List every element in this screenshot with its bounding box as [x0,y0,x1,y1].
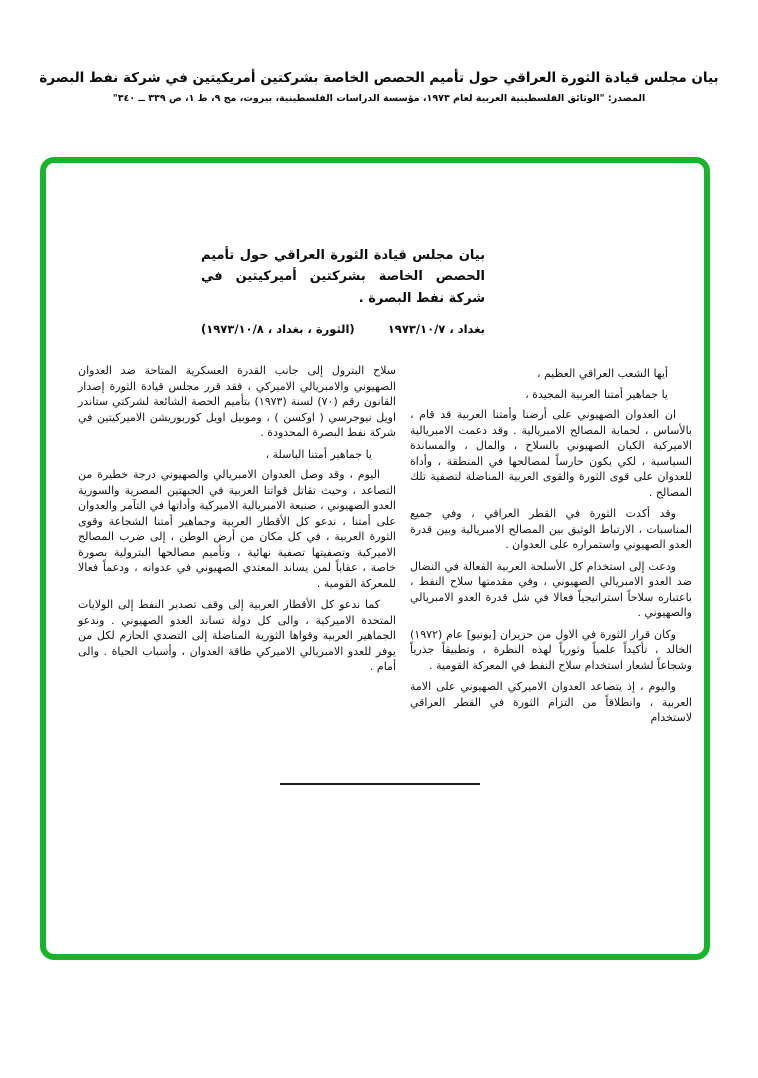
body-paragraph: وكان قرار الثورة في الاول من حزيران [يونيو] عام (١٩٧٢) الخالد ، تأكيداً علمياً وثورياً لهذه النظرة ، وتطبيقاً جذرياً وشجاعاً لشعار استخدام سلاح النفط في المعركة القومية . [410,627,692,672]
column-right [410,363,692,732]
page-header [0,70,758,104]
column-left [78,363,396,681]
body-paragraph: كما ندعو كل الأقطار العربية إلى وقف تصدير النفط إلى الولايات المتحدة الاميركية ، والى كل دولة تساند العدو الصهيوني . وندعو الجماهير العربية وقواها الثورية المناضلة إلى التصدي الحازم لكل من يوفر للعدو الامبريالي الاميركي طاقة العدوان ، وأسباب الحياة . والى أمام . [78,598,396,673]
body-paragraph: اليوم ، وقد وصل العدوان الامبريالي والصهيوني درجة خطيرة من التصاعد ، وحيث تقاتل قواتنا العربية في الجبهتين المصرية والسورية العدو الصهيوني ، صنيعة الامبريالية الاميركية وأداتها في التآمر والعدوان على أمتنا ، ندعو كل الأقطار العربية وجماهير أمتنا الشجاعة وقوى الثورة العربية ، في كل مكان من أرض الوطن ، إلى ضرب المصالح الاميركية وتصفيتها تصفية نهائية ، وتأميم مصالحها البترولية بصورة خاصة ، عقاباً لمن يساند المعتدي الصهيوني في عدوانه ، ودعماً فعالا للمعركة القومية . [78,468,396,590]
footer-divider-rule [280,783,480,785]
body-paragraph: سلاح البترول إلى جانب القدرة العسكرية المتاحة ضد العدوان الصهيوني والامبريالي الاميركي ، فقد قرر مجلس قيادة الثورة إصدار القانون رقم (٧٠) لسنة (١٩٧٣) بتأميم الحصة الشائعة لشركتي ستاندر اويل نيوجرسي ( اوكسن ) ، وموبيل اويل كوربوريشن الاميركيتين في شركة نفط البصرة المحدودة . [78,364,396,439]
document-body [78,363,692,732]
body-paragraph: ان العدوان الصهيوني على أرضنا وأمتنا العربية قد قام ، بالأساس ، لحماية المصالح الامبريالية . وقد دعمت الامبريالية الاميركية الكيان الصهيوني بالسلاح ، والمال ، والمساندة السياسية ، لكي يكون حارساً لمصالحها في المنطقة ، وأداة للعدوان على قوى الثورة والقوى العربية المناضلة لتصفية تلك المصالح . [410,408,692,499]
dateline [201,322,485,336]
body-paragraph: واليوم ، إذ يتصاعد العدوان الاميركي الصهيوني على الامة العربية ، وانطلاقاً من التزام الثورة في القطر العراقي لاستخدام [410,680,692,724]
body-paragraph: يا جماهير أمتنا العربية المجيدة ، [525,387,668,401]
source-citation: المصدر: "الوثائق الفلسطينية العربية لعام ١٩٧٣، مؤسسة الدراسات الفلسطينية، بيروت، مج ٩، ط ١، ص ٣٣٩ ــ ٣٤٠" [112,93,646,104]
body-paragraph: وقد أكدت الثورة في القطر العراقي ، وفي جميع المناسبات ، الارتباط الوثيق بين المصالح الامبريالية وبين قدرة العدو الصهيوني واستمراره على العدوان . [410,507,692,551]
body-paragraph: أيها الشعب العراقي العظيم ، [536,367,668,380]
body-paragraph: ودعت إلى استخدام كل الأسلحة العربية الفعالة في النضال ضد العدو الامبريالي الصهيوني ، وفي مقدمتها سلاح النفط ، باعتباره سلاحاً استراتيجياً فعالا في شل قدرة العدو الامبريالي والصهيوني . [410,559,692,619]
document-heading-block [201,245,485,336]
dateline-publication: (الثورة ، بغداد ، ١٩٧٣/١٠/٨) [201,322,355,337]
body-paragraph: يا جماهير أمتنا الباسلة ، [265,447,372,461]
green-frame [40,157,710,960]
document-heading: بيان مجلس قيادة الثورة العراقي حول تأميم الحصص الخاصة بشركتين أميركيتين في شركة نفط البصرة . [201,248,485,306]
page-title: بيان مجلس قيادة الثورة العراقي حول تأميم الحصص الخاصة بشركتين أمريكيتين في شركة نفط البصرة [39,70,719,86]
dateline-place-date: بغداد ، ١٩٧٣/١٠/٧ [387,322,485,337]
